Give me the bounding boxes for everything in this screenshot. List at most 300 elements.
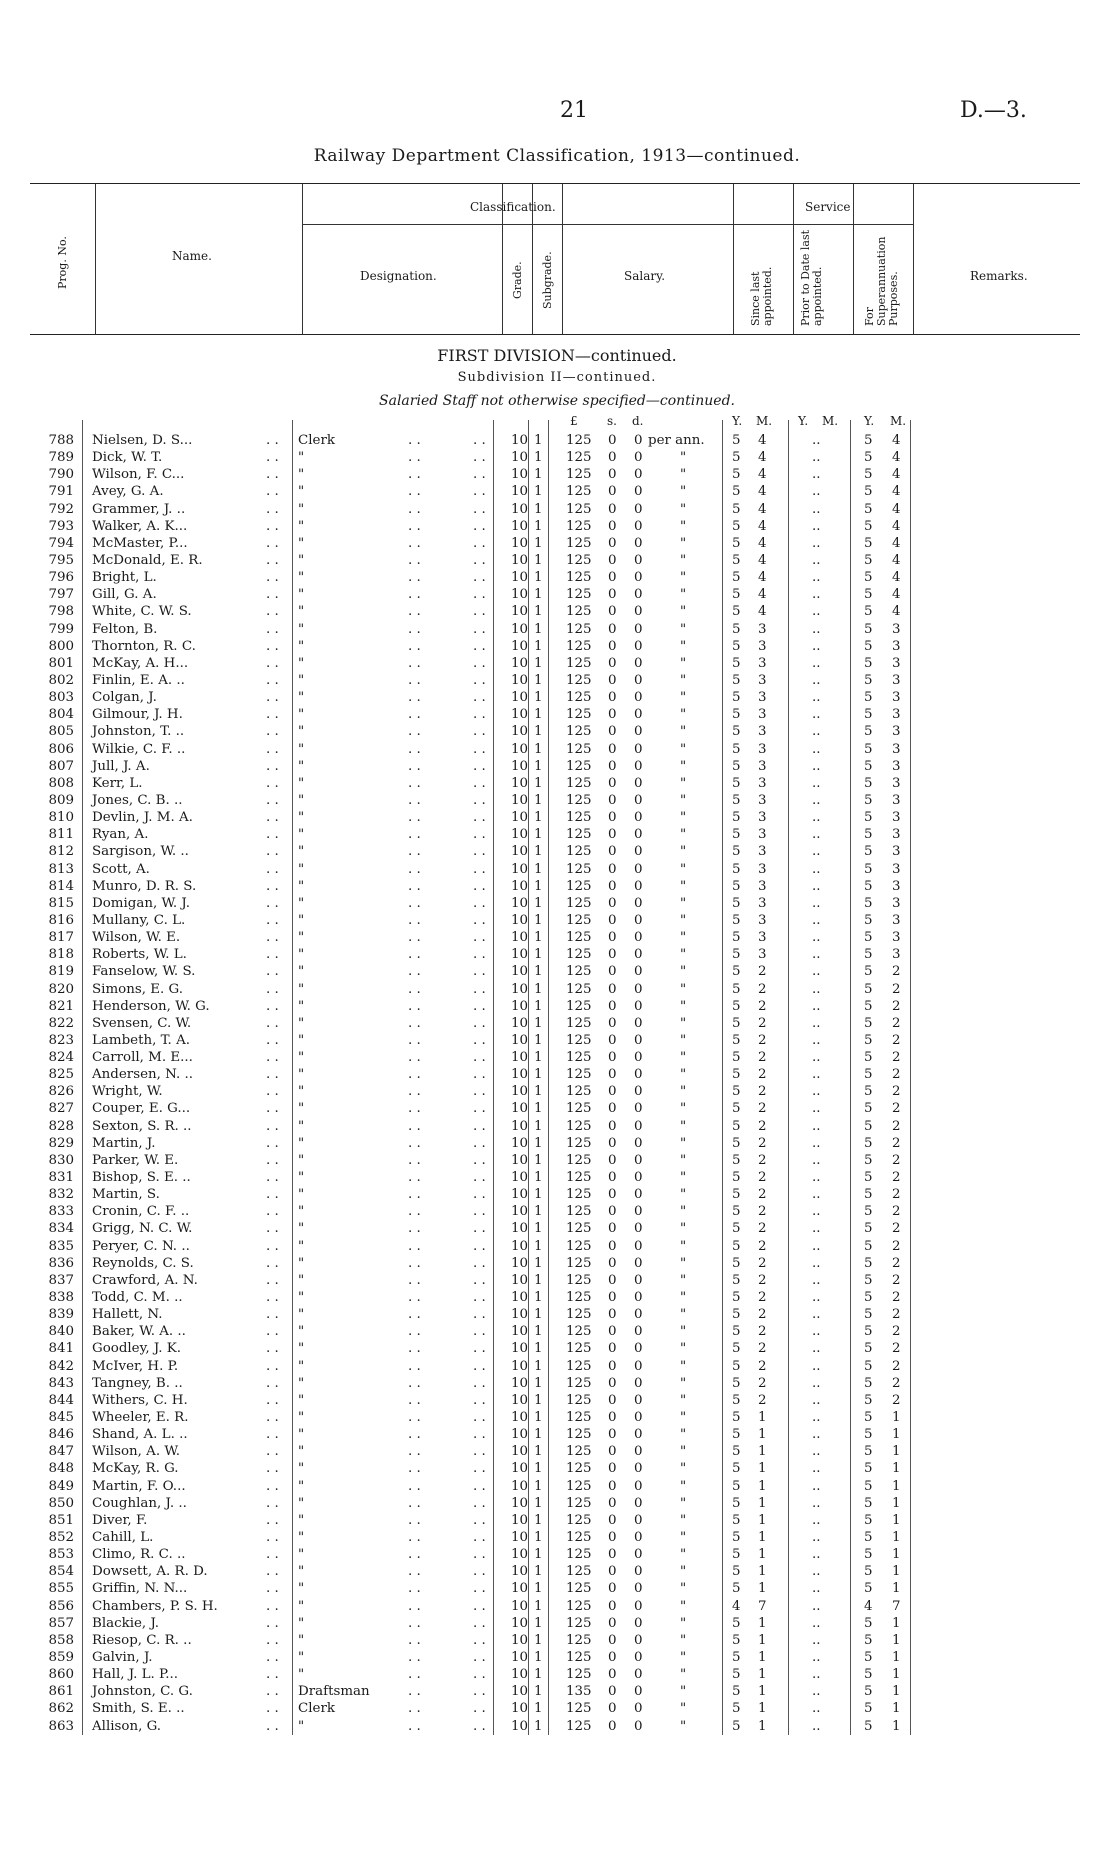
unit-pence: d. [632, 414, 644, 428]
salary-period: " [680, 895, 687, 911]
salary-pence: 0 [634, 1581, 643, 1597]
designation-cell: " [298, 861, 305, 877]
table-row [0, 552, 1114, 569]
prog-no: 856 [48, 1598, 74, 1614]
prog-no: 859 [48, 1649, 74, 1665]
leader-dots: . . [408, 1341, 421, 1357]
super-months: 3 [892, 947, 901, 963]
prior-to-date: .. [812, 998, 821, 1014]
grade-cell: 10 [510, 1495, 528, 1511]
super-years: 5 [864, 1667, 873, 1683]
since-last-months: 2 [758, 964, 767, 980]
salary-pounds: 125 [566, 587, 592, 603]
super-months: 4 [892, 587, 901, 603]
name-cell: Chambers, P. S. H. [92, 1598, 218, 1614]
name-cell: Shand, A. L. .. [92, 1427, 188, 1443]
salary-shillings: 0 [608, 570, 617, 586]
super-months: 3 [892, 758, 901, 774]
prog-no: 835 [48, 1238, 74, 1254]
leader-dots: . . [473, 638, 486, 654]
prog-no: 798 [48, 604, 74, 620]
salary-shillings: 0 [608, 878, 617, 894]
name-cell: Reynolds, C. S. [92, 1255, 194, 1271]
leader-dots: . . [408, 1684, 421, 1700]
since-last-months: 3 [758, 741, 767, 757]
salary-period: " [680, 1461, 687, 1477]
subgrade-cell: 1 [534, 467, 543, 483]
since-last-years: 5 [732, 1375, 741, 1391]
salary-pounds: 125 [566, 1649, 592, 1665]
prog-no: 818 [48, 947, 74, 963]
salary-pounds: 125 [566, 535, 592, 551]
salary-period: " [680, 1084, 687, 1100]
prior-to-date: .. [812, 1084, 821, 1100]
prior-to-date: .. [812, 1718, 821, 1734]
super-years: 5 [864, 1221, 873, 1237]
salary-pounds: 125 [566, 1512, 592, 1528]
designation-cell: " [298, 741, 305, 757]
subdivision-heading: Subdivision II—continued. [457, 370, 657, 385]
leader-dots: . . [408, 1392, 421, 1408]
designation-cell: " [298, 690, 305, 706]
leader-dots: . . [473, 981, 486, 997]
salary-shillings: 0 [608, 1547, 617, 1563]
salary-pounds: 125 [566, 1050, 592, 1066]
subgrade-cell: 1 [534, 1632, 543, 1648]
table-row [0, 483, 1114, 500]
designation-cell: " [298, 1598, 305, 1614]
salary-pence: 0 [634, 741, 643, 757]
prog-no: 805 [48, 724, 74, 740]
leader-dots: . . [473, 1341, 486, 1357]
since-last-years: 5 [732, 1427, 741, 1443]
grade-cell: 10 [510, 518, 528, 534]
since-last-years: 5 [732, 518, 741, 534]
salary-shillings: 0 [608, 1032, 617, 1048]
designation-cell: Draftsman [298, 1684, 370, 1700]
salary-pence: 0 [634, 1667, 643, 1683]
grade-cell: 10 [510, 947, 528, 963]
prior-to-date: .. [812, 1598, 821, 1614]
prog-no: 808 [48, 775, 74, 791]
table-row [0, 1700, 1114, 1717]
salary-pence: 0 [634, 1444, 643, 1460]
leader-dots: . . [266, 1701, 279, 1717]
salary-pounds: 125 [566, 930, 592, 946]
header-salary: Salary. [624, 269, 666, 283]
super-months: 1 [892, 1581, 901, 1597]
salary-pence: 0 [634, 1272, 643, 1288]
grade-cell: 10 [510, 1649, 528, 1665]
since-last-years: 5 [732, 1032, 741, 1048]
table-row [0, 518, 1114, 535]
since-last-months: 4 [758, 587, 767, 603]
salary-shillings: 0 [608, 638, 617, 654]
since-last-months: 3 [758, 690, 767, 706]
super-months: 2 [892, 1032, 901, 1048]
prog-no: 792 [48, 501, 74, 517]
prior-to-date: .. [812, 1581, 821, 1597]
table-row [0, 1066, 1114, 1083]
leader-dots: . . [473, 1581, 486, 1597]
leader-dots: . . [473, 1512, 486, 1528]
leader-dots: . . [473, 1204, 486, 1220]
salary-period: " [680, 981, 687, 997]
prog-no: 816 [48, 912, 74, 928]
salary-pounds: 125 [566, 1170, 592, 1186]
leader-dots: . . [408, 1084, 421, 1100]
leader-dots: . . [408, 775, 421, 791]
super-years: 5 [864, 1307, 873, 1323]
prior-to-date: .. [812, 1392, 821, 1408]
leader-dots: . . [473, 964, 486, 980]
prog-no: 809 [48, 792, 74, 808]
leader-dots: . . [408, 570, 421, 586]
since-last-months: 1 [758, 1649, 767, 1665]
salary-period: " [680, 638, 687, 654]
salary-pence: 0 [634, 947, 643, 963]
prog-no: 854 [48, 1564, 74, 1580]
header-name: Name. [172, 249, 212, 263]
grade-cell: 10 [510, 1512, 528, 1528]
salary-shillings: 0 [608, 792, 617, 808]
leader-dots: . . [266, 1718, 279, 1734]
prog-no: 846 [48, 1427, 74, 1443]
salary-period: " [680, 552, 687, 568]
leader-dots: . . [408, 1067, 421, 1083]
leader-dots: . . [408, 1701, 421, 1717]
leader-dots: . . [266, 1632, 279, 1648]
salary-pounds: 125 [566, 1307, 592, 1323]
salary-period: " [680, 1101, 687, 1117]
leader-dots: . . [266, 1530, 279, 1545]
leader-dots: . . [408, 621, 421, 637]
super-months: 3 [892, 792, 901, 808]
salary-pounds: 125 [566, 1324, 592, 1340]
salary-pence: 0 [634, 964, 643, 980]
prior-to-date: .. [812, 1050, 821, 1066]
designation-cell: " [298, 1032, 305, 1048]
leader-dots: . . [266, 1032, 279, 1048]
salary-pence: 0 [634, 672, 643, 688]
salary-period: " [680, 1341, 687, 1357]
since-last-years: 5 [732, 1221, 741, 1237]
leader-dots: . . [473, 1564, 486, 1580]
salary-pounds: 125 [566, 741, 592, 757]
subgrade-cell: 1 [534, 690, 543, 706]
grade-cell: 10 [510, 792, 528, 808]
table-row [0, 1049, 1114, 1066]
salary-pounds: 125 [566, 1015, 592, 1031]
salary-shillings: 0 [608, 604, 617, 620]
salary-shillings: 0 [608, 998, 617, 1014]
designation-cell: " [298, 895, 305, 911]
designation-cell: " [298, 964, 305, 980]
leader-dots: . . [408, 467, 421, 483]
super-months: 4 [892, 604, 901, 620]
subgrade-cell: 1 [534, 1495, 543, 1511]
salary-pounds: 125 [566, 1547, 592, 1563]
super-months: 2 [892, 1290, 901, 1306]
grade-cell: 10 [510, 570, 528, 586]
leader-dots: . . [408, 947, 421, 963]
leader-dots: . . [473, 707, 486, 723]
super-years: 5 [864, 1530, 873, 1545]
super-years: 5 [864, 655, 873, 671]
salary-pence: 0 [634, 861, 643, 877]
table-row [0, 1580, 1114, 1597]
grade-cell: 10 [510, 1204, 528, 1220]
prior-to-date: .. [812, 707, 821, 723]
salary-pounds: 125 [566, 518, 592, 534]
salary-pounds: 125 [566, 1238, 592, 1254]
leader-dots: . . [266, 604, 279, 620]
super-months: 2 [892, 1324, 901, 1340]
salary-pounds: 125 [566, 1032, 592, 1048]
prog-no: 847 [48, 1444, 74, 1460]
super-years: 4 [864, 1598, 873, 1614]
prog-no: 824 [48, 1050, 74, 1066]
prior-to-date: .. [812, 621, 821, 637]
salary-pence: 0 [634, 587, 643, 603]
designation-cell: " [298, 1307, 305, 1323]
leader-dots: . . [473, 552, 486, 568]
designation-cell: " [298, 604, 305, 620]
salary-pounds: 125 [566, 947, 592, 963]
subgrade-cell: 1 [534, 1701, 543, 1717]
grade-cell: 10 [510, 450, 528, 466]
table-row [0, 1495, 1114, 1512]
designation-cell: " [298, 707, 305, 723]
salary-pence: 0 [634, 1255, 643, 1271]
designation-cell: " [298, 552, 305, 568]
prog-no: 831 [48, 1170, 74, 1186]
leader-dots: . . [408, 878, 421, 894]
subgrade-cell: 1 [534, 1684, 543, 1700]
leader-dots: . . [408, 844, 421, 860]
super-months: 2 [892, 1238, 901, 1254]
leader-dots: . . [266, 587, 279, 603]
grade-cell: 10 [510, 672, 528, 688]
leader-dots: . . [473, 1427, 486, 1443]
grade-cell: 10 [510, 1667, 528, 1683]
since-last-months: 7 [758, 1598, 767, 1614]
salary-pounds: 125 [566, 861, 592, 877]
since-last-months: 3 [758, 792, 767, 808]
table-row [0, 895, 1114, 912]
designation-cell: " [298, 450, 305, 466]
designation-cell: " [298, 587, 305, 603]
salary-period: " [680, 1272, 687, 1288]
salary-shillings: 0 [608, 587, 617, 603]
grade-cell: 10 [510, 1015, 528, 1031]
salary-shillings: 0 [608, 1410, 617, 1426]
designation-cell: " [298, 878, 305, 894]
designation-cell: " [298, 1547, 305, 1563]
since-last-months: 2 [758, 998, 767, 1014]
leader-dots: . . [266, 861, 279, 877]
name-cell: Finlin, E. A. .. [92, 672, 185, 688]
salary-shillings: 0 [608, 1598, 617, 1614]
name-cell: McMaster, P... [92, 535, 188, 551]
super-years: 5 [864, 827, 873, 843]
header-service: Service [805, 200, 851, 214]
salary-period: " [680, 1564, 687, 1580]
salary-pence: 0 [634, 827, 643, 843]
subgrade-cell: 1 [534, 552, 543, 568]
prior-to-date: .. [812, 1135, 821, 1151]
leader-dots: . . [266, 450, 279, 466]
salary-pence: 0 [634, 1238, 643, 1254]
designation-cell: " [298, 535, 305, 551]
name-cell: Gilmour, J. H. [92, 707, 183, 723]
prog-no: 855 [48, 1581, 74, 1597]
salary-pence: 0 [634, 1495, 643, 1511]
table-row [0, 689, 1114, 706]
table-row [0, 1100, 1114, 1117]
super-months: 2 [892, 981, 901, 997]
salary-period: " [680, 1444, 687, 1460]
table-row [0, 741, 1114, 758]
subgrade-cell: 1 [534, 535, 543, 551]
leader-dots: . . [266, 1101, 279, 1117]
super-years: 5 [864, 1392, 873, 1408]
subgrade-cell: 1 [534, 775, 543, 791]
salary-shillings: 0 [608, 1632, 617, 1648]
salary-period: " [680, 1118, 687, 1134]
grade-cell: 10 [510, 775, 528, 791]
grade-cell: 10 [510, 1478, 528, 1494]
name-cell: Sexton, S. R. .. [92, 1118, 192, 1134]
table-row [0, 826, 1114, 843]
leader-dots: . . [473, 1187, 486, 1203]
salary-shillings: 0 [608, 1118, 617, 1134]
table-row [0, 1392, 1114, 1409]
name-cell: Withers, C. H. [92, 1392, 188, 1408]
super-months: 2 [892, 1221, 901, 1237]
subgrade-cell: 1 [534, 1547, 543, 1563]
salary-pounds: 125 [566, 1084, 592, 1100]
super-months: 2 [892, 1118, 901, 1134]
leader-dots: . . [266, 895, 279, 911]
leader-dots: . . [266, 638, 279, 654]
since-last-months: 2 [758, 1272, 767, 1288]
table-row [0, 432, 1114, 449]
leader-dots: . . [408, 1410, 421, 1426]
designation-cell: " [298, 1358, 305, 1374]
leader-dots: . . [266, 1050, 279, 1066]
since-last-years: 5 [732, 1444, 741, 1460]
salary-shillings: 0 [608, 1307, 617, 1323]
designation-cell: " [298, 501, 305, 517]
leader-dots: . . [408, 981, 421, 997]
since-last-years: 5 [732, 912, 741, 928]
designation-cell: " [298, 638, 305, 654]
grade-cell: 10 [510, 1272, 528, 1288]
prog-no: 863 [48, 1718, 74, 1734]
since-last-years: 5 [732, 1101, 741, 1117]
since-last-months: 2 [758, 1238, 767, 1254]
leader-dots: . . [408, 895, 421, 911]
salary-period: " [680, 1684, 687, 1700]
super-months: 3 [892, 861, 901, 877]
designation-cell: " [298, 775, 305, 791]
designation-cell: " [298, 947, 305, 963]
salary-pounds: 125 [566, 1204, 592, 1220]
salary-pounds: 125 [566, 467, 592, 483]
super-months: 3 [892, 930, 901, 946]
since-last-months: 4 [758, 484, 767, 500]
salary-pounds: 125 [566, 1118, 592, 1134]
since-last-years: 5 [732, 1530, 741, 1545]
super-months: 1 [892, 1564, 901, 1580]
designation-cell: " [298, 1392, 305, 1408]
salary-shillings: 0 [608, 1392, 617, 1408]
leader-dots: . . [266, 1461, 279, 1477]
leader-dots: . . [266, 878, 279, 894]
super-months: 3 [892, 827, 901, 843]
super-years: 5 [864, 981, 873, 997]
salary-shillings: 0 [608, 1615, 617, 1631]
subgrade-cell: 1 [534, 1324, 543, 1340]
name-cell: Blackie, J. [92, 1615, 160, 1631]
grade-cell: 10 [510, 1547, 528, 1563]
salary-pence: 0 [634, 878, 643, 894]
salary-pence: 0 [634, 930, 643, 946]
subgrade-cell: 1 [534, 484, 543, 500]
subgrade-cell: 1 [534, 672, 543, 688]
name-cell: Jull, J. A. [92, 758, 150, 774]
leader-dots: . . [473, 1050, 486, 1066]
since-last-months: 2 [758, 1358, 767, 1374]
since-last-months: 1 [758, 1495, 767, 1511]
since-last-years: 5 [732, 1684, 741, 1700]
salary-shillings: 0 [608, 1478, 617, 1494]
super-months: 2 [892, 1358, 901, 1374]
prog-no: 812 [48, 844, 74, 860]
table-row [0, 1529, 1114, 1546]
super-years: 5 [864, 1701, 873, 1717]
leader-dots: . . [266, 1118, 279, 1134]
since-last-months: 2 [758, 1118, 767, 1134]
leader-dots: . . [266, 1392, 279, 1408]
super-years: 5 [864, 1718, 873, 1734]
salary-shillings: 0 [608, 844, 617, 860]
grade-cell: 10 [510, 535, 528, 551]
salary-pounds: 125 [566, 1478, 592, 1494]
salary-period: " [680, 604, 687, 620]
prior-to-date: .. [812, 501, 821, 517]
super-years: 5 [864, 570, 873, 586]
salary-period: " [680, 1307, 687, 1323]
leader-dots: . . [473, 930, 486, 946]
salary-shillings: 0 [608, 1170, 617, 1186]
prior-to-date: .. [812, 861, 821, 877]
table-row [0, 638, 1114, 655]
table-row [0, 912, 1114, 929]
name-cell: Felton, B. [92, 621, 158, 637]
salary-pounds: 125 [566, 1152, 592, 1168]
super-years: 5 [864, 1050, 873, 1066]
salary-period: " [680, 1135, 687, 1151]
since-last-years: 5 [732, 1358, 741, 1374]
salary-pounds: 125 [566, 450, 592, 466]
prog-no: 810 [48, 810, 74, 826]
since-last-years: 5 [732, 433, 741, 448]
leader-dots: . . [473, 758, 486, 774]
salary-period: " [680, 1632, 687, 1648]
header-designation: Designation. [360, 269, 437, 283]
